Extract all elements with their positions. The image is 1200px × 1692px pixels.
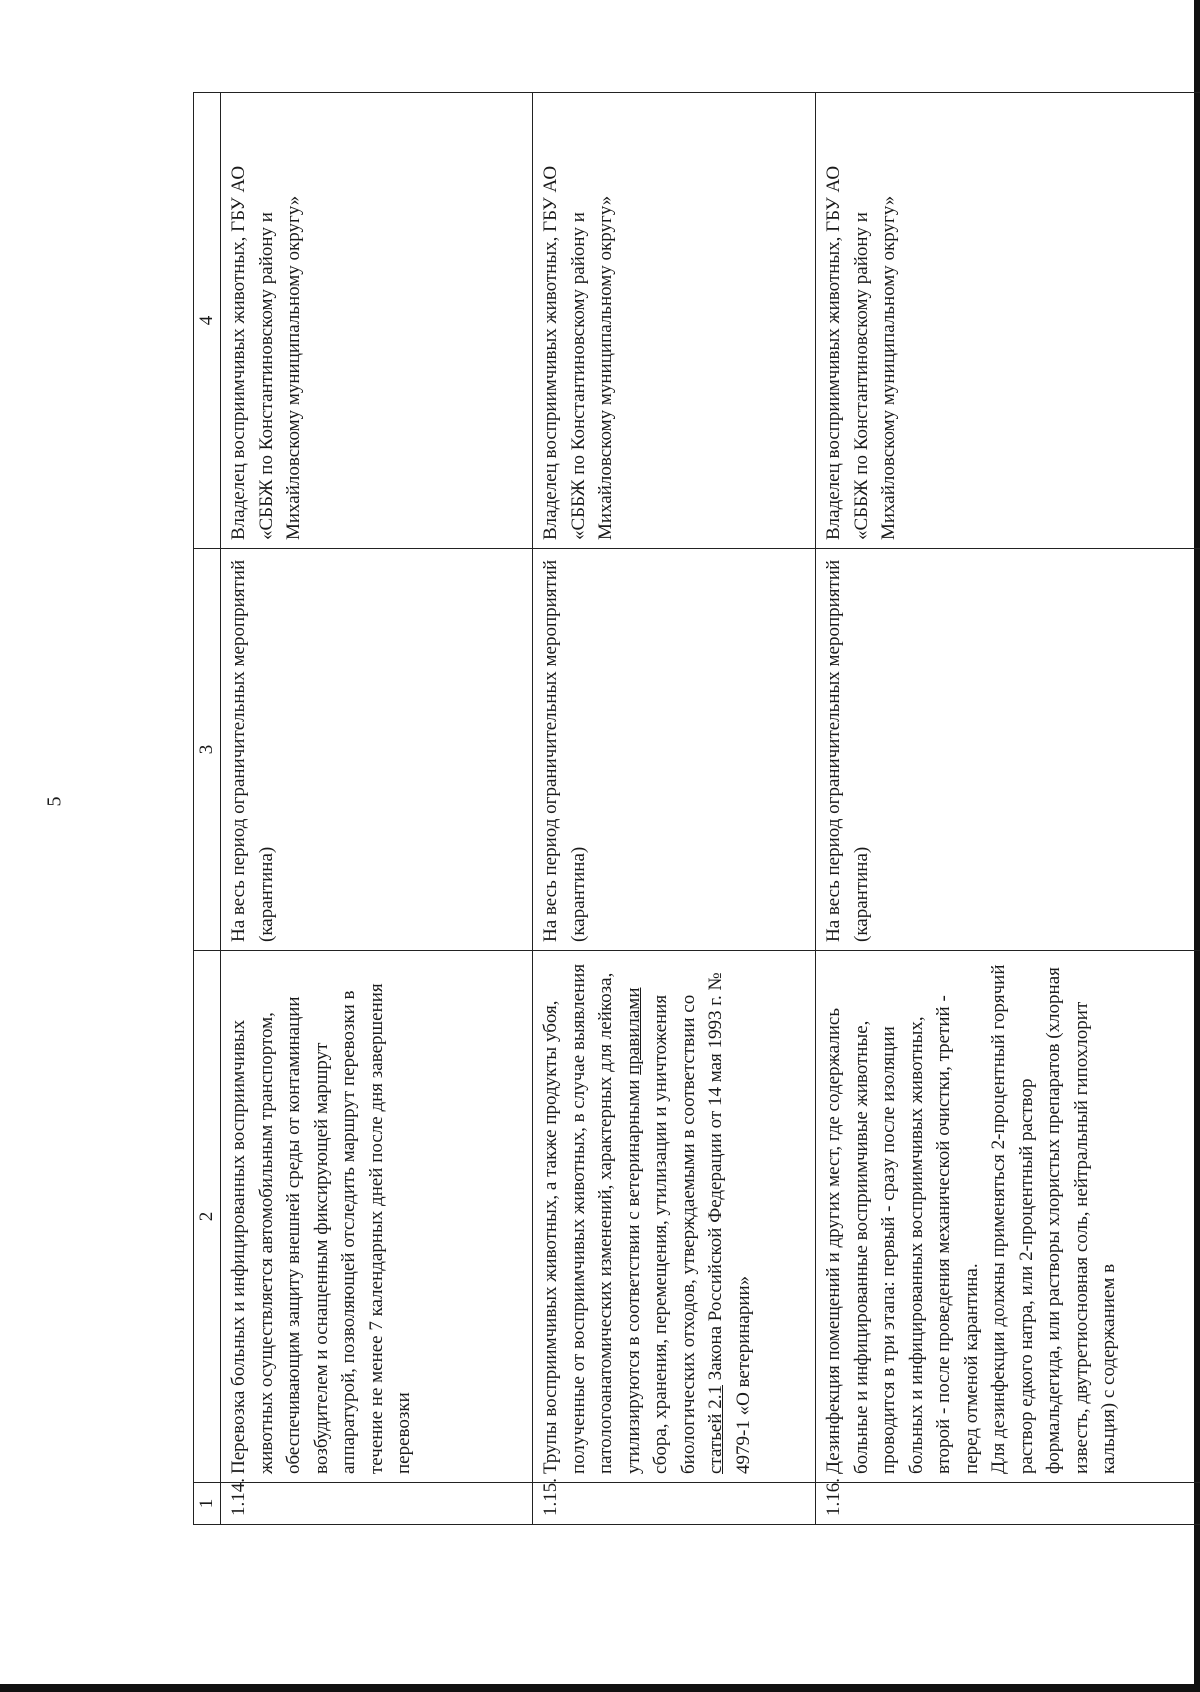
responsible-text: Владелец восприимчивых животных, ГБУ АО «СББЖ по Константиновскому району и Михайловскому муниципальному округу»	[533, 93, 816, 549]
header-col-4: 4	[194, 93, 221, 549]
rules-link[interactable]: правилами	[622, 987, 644, 1075]
rotated-page	[193, 93, 1193, 1525]
measure-text: Перевозка больных и инфицированных восприимчивых животных осуществляется автомобильным транспортом, обеспечивающим защиту внешней среды от контаминации возбудителем и оснащенным фиксирующей маршрут аппаратурой, позволяющей отследить маршрут перевозки в течение не менее 7 календарных дней после дня завершения перевозки	[221, 951, 533, 1483]
measure-paragraph: Для дезинфекции должны применяться 2-процентный горячий раствор едкого натра, или 2-процентный раствор формальдегида, или растворы хлористых препаратов (хлорная известь, двутретиосновная соль, нейтральный гипохлорит кальция) с содержанием в	[988, 964, 1119, 1474]
period-text: На весь период ограничительных мероприятий (карантина)	[816, 549, 1200, 951]
measures-table	[193, 92, 1200, 1525]
header-col-1: 1	[194, 1483, 221, 1525]
header-col-2: 2	[194, 951, 221, 1483]
row-number: 1.16.	[816, 1483, 1200, 1525]
table-row	[816, 93, 1200, 1525]
scan-edge-bottom	[0, 1684, 1200, 1692]
measure-text	[816, 951, 1200, 1483]
row-number: 1.15.	[533, 1483, 816, 1525]
period-text: На весь период ограничительных мероприятий (карантина)	[221, 549, 533, 951]
measure-text-part: Трупы восприимчивых животных, а также продукты убоя, полученные от восприимчивых животных, в случае выявления патологоанатомических изменений, характерных для лейкоза, утилизируются в соответствии с ветеринарными	[540, 963, 644, 1474]
table-row	[221, 93, 533, 1525]
measure-text-part: Закона Российской Федерации от 14 мая 1993 г. № 4979-1 «О ветеринарии»	[705, 972, 754, 1474]
measure-text-part: сбора, хранения, перемещения, утилизации и уничтожения биологических отходов, утверждаемыми в соответствии со	[650, 994, 699, 1474]
table-row	[533, 93, 816, 1525]
responsible-text: Владелец восприимчивых животных, ГБУ АО «СББЖ по Константиновскому району и Михайловскому муниципальному округу»	[221, 93, 533, 549]
article-link[interactable]: статьей 2.1	[705, 1385, 726, 1474]
page-number: 5	[43, 796, 66, 807]
header-row	[194, 93, 221, 1525]
header-col-3: 3	[194, 549, 221, 951]
row-number: 1.14.	[221, 1483, 533, 1525]
measure-paragraph: Дезинфекция помещений и других мест, где содержались больные и инфицированные восприимчивые животные, проводится в три этапа: первый - сразу после изоляции больных и инфицированных восприимчивых животных, второй - после проведения механической очистки, третий - перед отменой карантина.	[823, 995, 982, 1474]
period-text: На весь период ограничительных мероприятий (карантина)	[533, 549, 816, 951]
responsible-text: Владелец восприимчивых животных, ГБУ АО «СББЖ по Константиновскому району и Михайловскому муниципальному округу»	[816, 93, 1200, 549]
measure-text	[533, 951, 816, 1483]
